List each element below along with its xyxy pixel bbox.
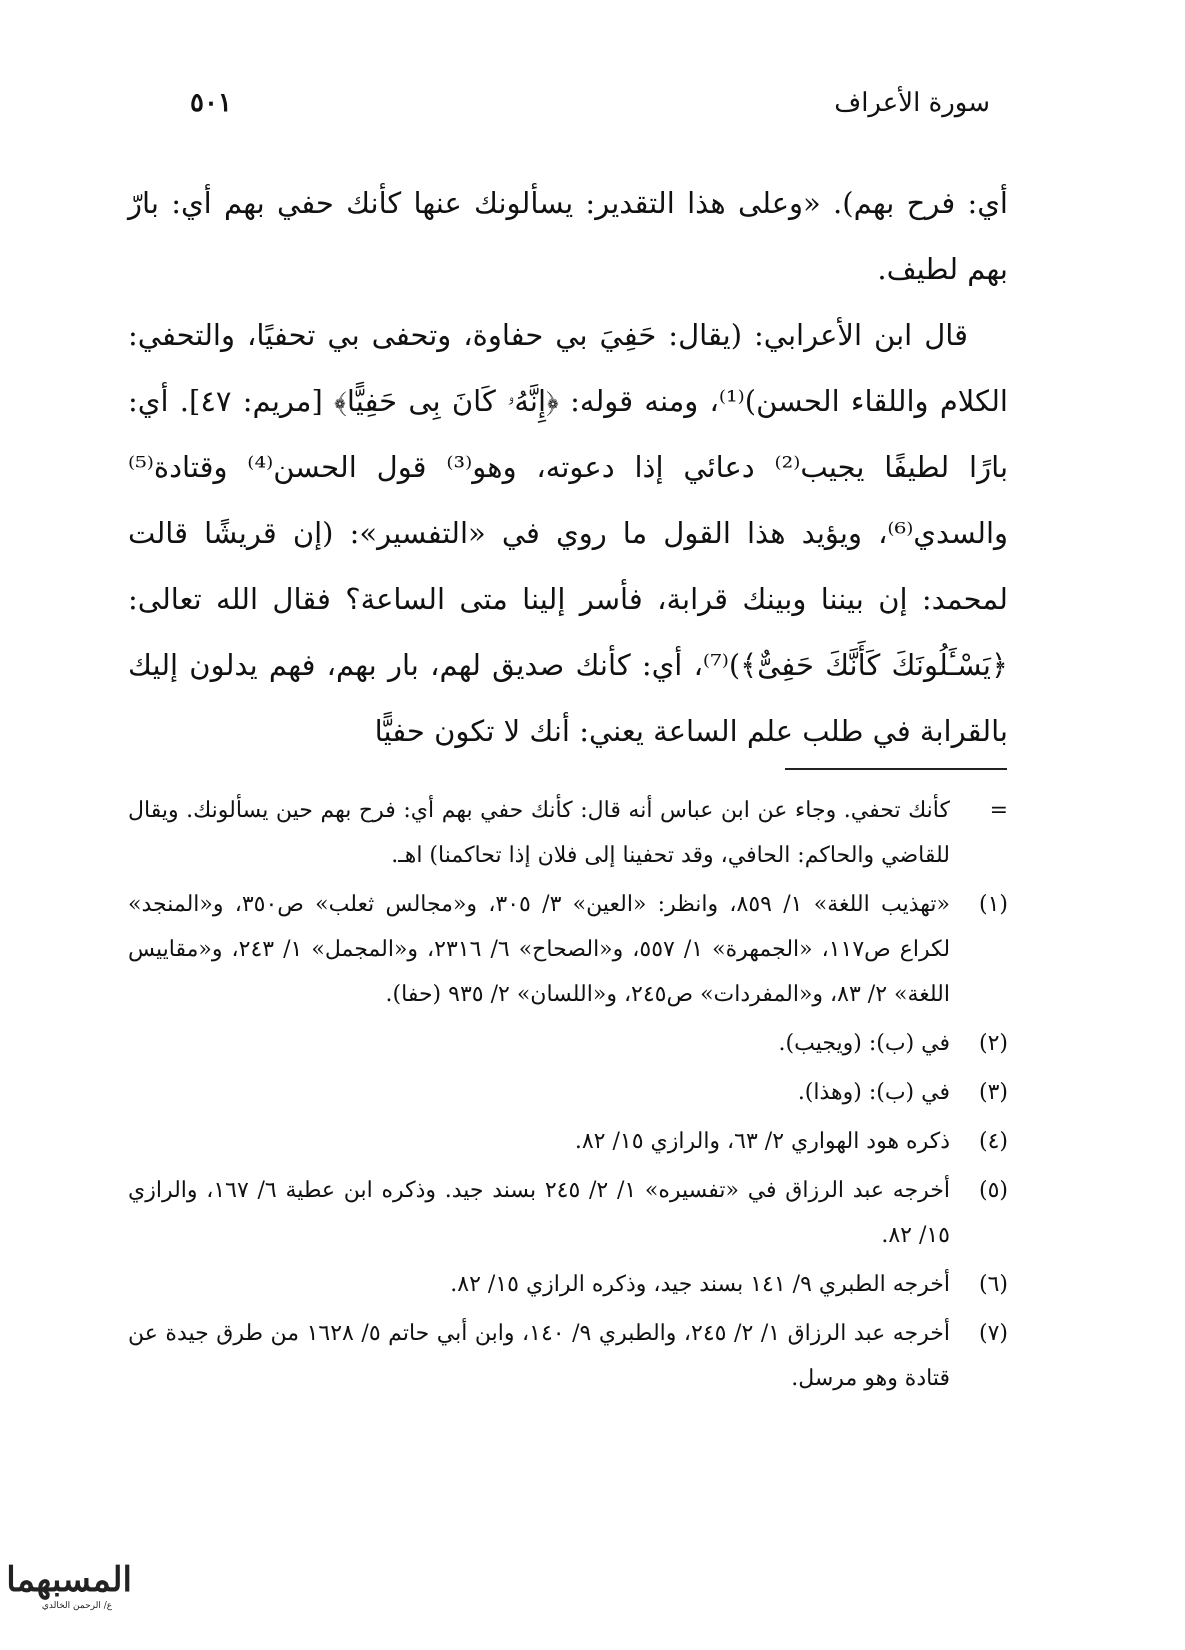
footnote-6 bbox=[128, 1262, 1008, 1307]
footnote-text: كأنك تحفي. وجاء عن ابن عباس أنه قال: كأنك حفي بهم أي: فرح بهم حين يسألونك. ويقال للقاضي والحاكم: الحافي، وقد تحفينا إلى فلان إذا تحاكمنا) اهـ. bbox=[128, 798, 950, 868]
footnote-text: أخرجه الطبري ٩/ ١٤١ بسند جيد، وذكره الرازي ١٥/ ٨٢. bbox=[450, 1272, 950, 1297]
footnotes bbox=[128, 788, 1008, 1405]
footnote-number: (٦) bbox=[978, 1272, 1008, 1297]
footnote-number: (٧) bbox=[978, 1321, 1008, 1346]
footnote-number: (٥) bbox=[978, 1178, 1008, 1203]
footnote-text: أخرجه عبد الرزاق في «تفسيره» ١/ ٢/ ٢٤٥ بسند جيد. وذكره ابن عطية ٦/ ١٦٧، والرازي ١٥/ ٨٢. bbox=[128, 1178, 950, 1248]
footnote-continuation bbox=[128, 788, 1008, 878]
footnote-number: (٤) bbox=[978, 1129, 1008, 1154]
footnote-1 bbox=[128, 882, 1008, 1017]
footnote-number: (٢) bbox=[978, 1031, 1008, 1056]
footnote-text: في (ب): (ويجيب). bbox=[778, 1031, 950, 1056]
footnote-text: «تهذيب اللغة» ١/ ٨٥٩، وانظر: «العين» ٣/ ٣٠٥، و«مجالس ثعلب» ص٣٥٠، و«المنجد» لكراع ص١١٧، «الجمهرة» ١/ ٥٥٧، و«الصحاح» ٦/ ٢٣١٦، و«المجمل» ١/ ٢٤٣، و«مقاييس اللغة» ٢/ ٨٣، و«المفردات» ص٢٤٥، و«اللسان» ٢/ ٩٣٥ (حفا). bbox=[128, 892, 951, 1007]
main-text bbox=[128, 170, 1008, 764]
paragraph: أي: فرح بهم). «وعلى هذا التقدير: يسألونك عنها كأنك حفي بهم أي: بارّ بهم لطيف. bbox=[128, 186, 1008, 286]
footnote-marker: = bbox=[989, 798, 1008, 823]
page-number: ٥٠١ bbox=[190, 88, 232, 118]
logo-text: المسبهما bbox=[6, 1560, 132, 1600]
footnote-3 bbox=[128, 1070, 1008, 1115]
paragraph: قال ابن الأعرابي: (يقال: حَفِيَ بي حفاوة، وتحفى بي تحفيًا، والتحفي: الكلام واللقاء الحسن)⁽¹⁾، ومنه قوله: ﴿إِنَّهُۥ كَانَ بِى حَفِيًّا﴾ [مريم: ٤٧]. أي: بارًا لطيفًا يجيب⁽²⁾ دعائي إذا دعوته، وهو⁽³⁾ قول الحسن⁽⁴⁾ وقتادة⁽⁵⁾ والسدي⁽⁶⁾، ويؤيد هذا القول ما روي في «التفسير»: (إن قريشًا قالت لمحمد: إن بيننا وبينك قرابة، فأسر إلينا متى الساعة؟ فقال الله تعالى: ﴿يَسْـَٔلُونَكَ كَأَنَّكَ حَفِىٌّ﴾)⁽⁷⁾، أي: كأنك صديق لهم، بار بهم، فهم يدلون إليك بالقرابة في طلب علم الساعة يعني: أنك لا تكون حفيًّا bbox=[128, 318, 1009, 748]
footnote-separator bbox=[785, 768, 1007, 770]
footnote-text: في (ب): (وهذا). bbox=[797, 1080, 950, 1105]
footnote-7 bbox=[128, 1311, 1008, 1401]
footnote-2 bbox=[128, 1021, 1008, 1066]
surah-title: سورة الأعراف bbox=[834, 88, 990, 118]
logo-subtext: ع/ الرحمن الخالدي bbox=[41, 1601, 113, 1611]
page-header bbox=[190, 78, 990, 128]
footnote-number: (٣) bbox=[978, 1080, 1008, 1105]
footnote-text: ذكره هود الهواري ٢/ ٦٣، والرازي ١٥/ ٨٢. bbox=[574, 1129, 950, 1154]
footnote-text: أخرجه عبد الرزاق ١/ ٢/ ٢٤٥، والطبري ٩/ ١٤٠، وابن أبي حاتم ٥/ ١٦٢٨ من طرق جيدة عن قتادة وهو مرسل. bbox=[128, 1321, 950, 1391]
watermark-logo bbox=[6, 1560, 132, 1630]
footnote-5 bbox=[128, 1168, 1008, 1258]
footnote-number: (١) bbox=[978, 892, 1008, 917]
footnote-4 bbox=[128, 1119, 1008, 1164]
